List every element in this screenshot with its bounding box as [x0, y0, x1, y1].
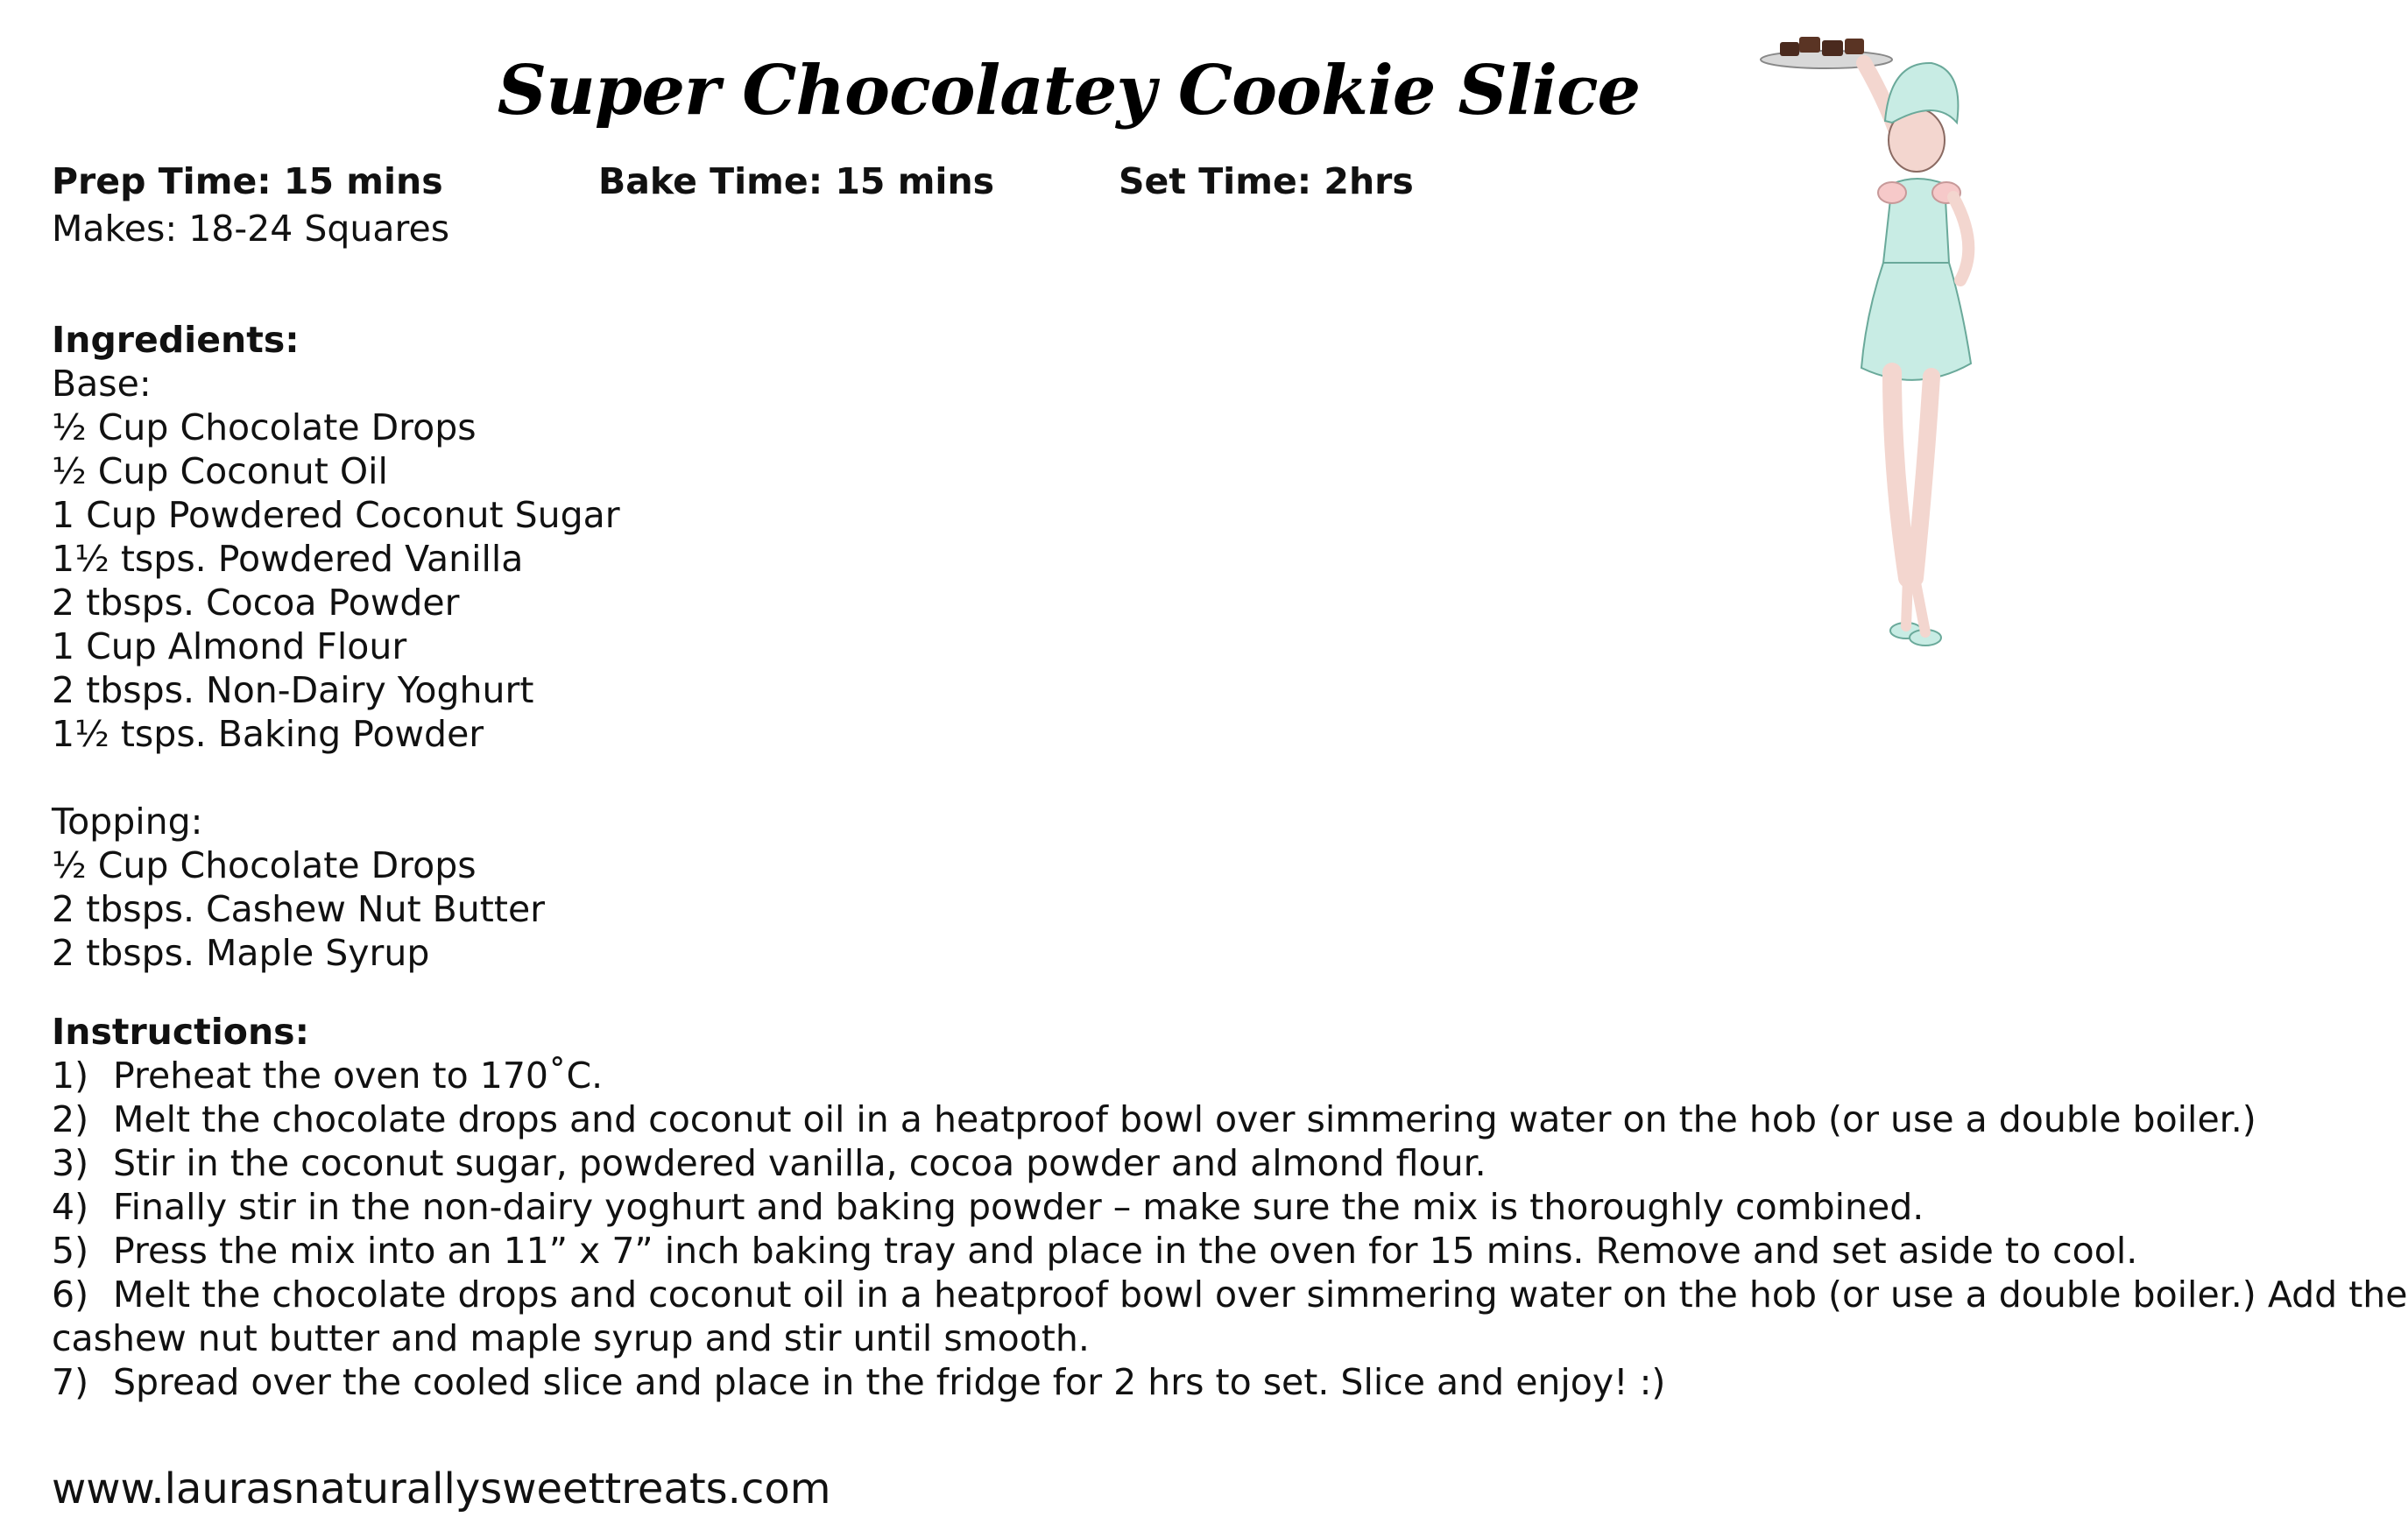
brownie [1799, 37, 1820, 53]
step-number: 1) [52, 1055, 89, 1097]
instruction-step [52, 1097, 2256, 1141]
step-text: Melt the chocolate drops and coconut oil in a heatproof bowl over simmering water on the hob (or use a double boiler.) [113, 1098, 2256, 1140]
instruction-step [52, 1141, 1486, 1185]
makes-count: Makes: 18-24 Squares [52, 208, 450, 250]
instruction-step-continuation: cashew nut butter and maple syrup and stir until smooth. [52, 1317, 1090, 1359]
topping-label: Topping: [52, 801, 203, 843]
step-text: Preheat the oven to 170˚C. [113, 1055, 604, 1097]
base-ingredient: 1½ tsps. Powdered Vanilla [52, 538, 524, 580]
base-ingredient: ½ Cup Chocolate Drops [52, 406, 477, 448]
step-number: 5) [52, 1230, 89, 1272]
bake-time: Bake Time: 15 mins [598, 160, 995, 202]
website-url: www.laurasnaturallysweettreats.com [52, 1464, 831, 1513]
instruction-step [52, 1229, 2137, 1273]
step-text: Spread over the cooled slice and place in the fridge for 2 hrs to set. Slice and enjoy! :) [113, 1361, 1666, 1403]
base-ingredient: 2 tbsps. Non-Dairy Yoghurt [52, 669, 534, 711]
step-number: 2) [52, 1098, 89, 1140]
step-number: 7) [52, 1361, 89, 1403]
brownie [1845, 39, 1864, 54]
base-ingredient: 2 tbsps. Cocoa Powder [52, 582, 460, 624]
topping-ingredient: 2 tbsps. Cashew Nut Butter [52, 888, 546, 930]
step-number: 3) [52, 1142, 89, 1184]
step-text: Press the mix into an 11” x 7” inch baking tray and place in the oven for 15 mins. Remove and set aside to cool. [113, 1230, 2138, 1272]
instruction-step [52, 1360, 1665, 1404]
base-ingredient: 1 Cup Almond Flour [52, 625, 407, 667]
step-text: Melt the chocolate drops and coconut oil in a heatproof bowl over simmering water on the hob (or use a double boiler.) Add the [113, 1273, 2408, 1316]
base-label: Base: [52, 363, 152, 405]
topping-ingredient: 2 tbsps. Maple Syrup [52, 932, 430, 974]
instruction-step [52, 1054, 603, 1097]
instruction-step [52, 1185, 1924, 1229]
base-ingredient: 1½ tsps. Baking Powder [52, 713, 484, 755]
base-ingredient: 1 Cup Powdered Coconut Sugar [52, 494, 620, 536]
set-time: Set Time: 2hrs [1119, 160, 1414, 202]
step-number: 4) [52, 1186, 89, 1228]
recipe-title: Super Chocolatey Cookie Slice [497, 51, 1641, 131]
step-text: Finally stir in the non-dairy yoghurt and baking powder – make sure the mix is thoroughly combined. [113, 1186, 1924, 1228]
prep-time: Prep Time: 15 mins [52, 160, 443, 202]
pinup-chef-illustration [1761, 18, 1988, 666]
step-text: Stir in the coconut sugar, powdered vanilla, cocoa powder and almond flour. [113, 1142, 1486, 1184]
ingredients-heading: Ingredients: [52, 319, 300, 361]
step-number: 6) [52, 1273, 89, 1316]
topping-ingredient: ½ Cup Chocolate Drops [52, 844, 477, 886]
instruction-step [52, 1273, 2408, 1316]
base-ingredient: ½ Cup Coconut Oil [52, 450, 388, 492]
brownie [1822, 40, 1843, 56]
instructions-heading: Instructions: [52, 1011, 309, 1053]
brownie [1780, 42, 1799, 56]
